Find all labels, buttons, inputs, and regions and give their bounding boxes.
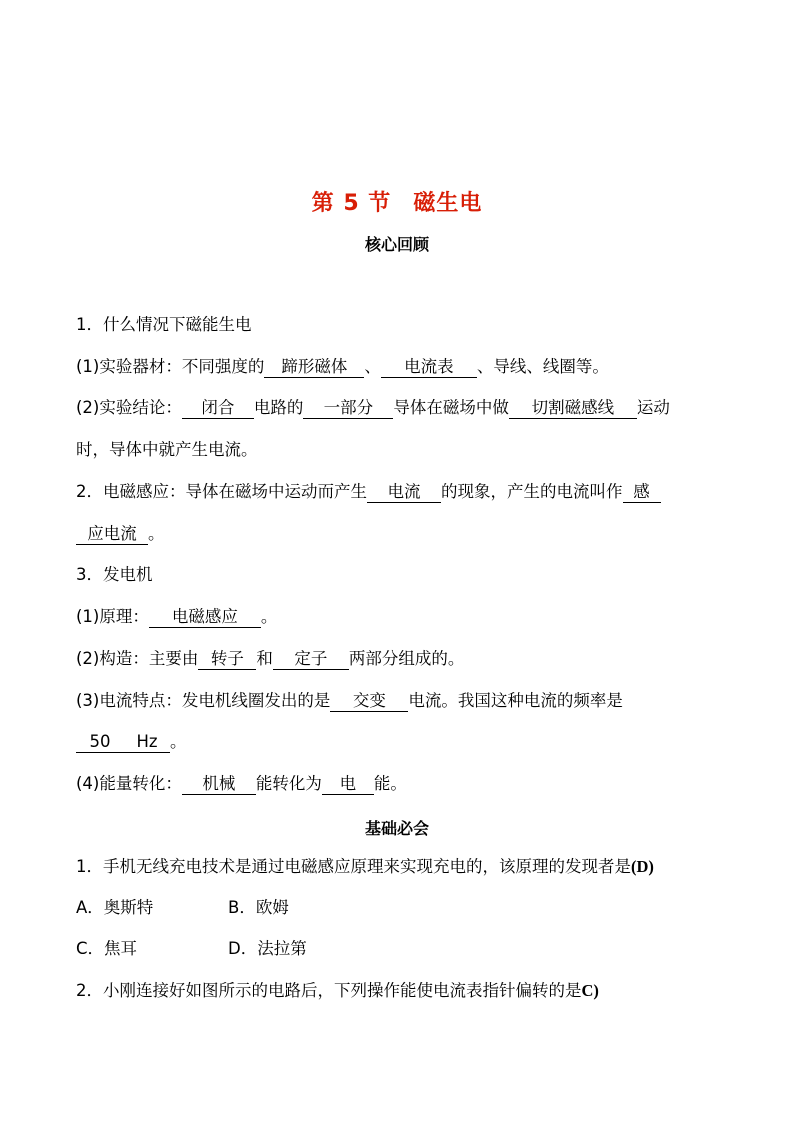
option-c: C．焦耳 (76, 939, 138, 958)
answer-blank: 机械 (182, 774, 256, 795)
review-line-materials: (1)实验器材：不同强度的 蹄形磁体 、 电流表 、导线、线圈等。 (76, 357, 609, 376)
answer-blank: 蹄形磁体 (264, 357, 364, 378)
option-b: B．欧姆 (228, 898, 289, 917)
answer-choice: C) (581, 981, 599, 1000)
answer-blank: 一部分 (303, 398, 393, 419)
answer-blank: 电流表 (381, 357, 477, 378)
answer-blank: 定子 (273, 649, 349, 670)
review-q3: 3．发电机 (76, 565, 153, 584)
answer-blank: 50 (76, 732, 124, 753)
review-heading: 核心回顾 (364, 235, 429, 254)
review-line-structure: (2)构造：主要由 转子 和 定子 两部分组成的。 (76, 649, 465, 668)
review-line-induction: 2．电磁感应：导体在磁场中运动而产生 电流 的现象，产生的电流叫作 感 (76, 481, 721, 503)
answer-blank: 闭合 (182, 398, 254, 419)
review-line-conclusion: (2)实验结论： 闭合 电路的 一部分 导体在磁场中做 切割磁感线 运动 (76, 398, 670, 417)
answer-blank: 切割磁感线 (509, 398, 637, 419)
review-line-current: (3)电流特点：发电机线圈发出的是 交变 电流。我国这种电流的频率是 (76, 691, 623, 710)
review-line-principle: (1)原理： 电磁感应 。 (76, 607, 278, 626)
answer-blank: 交变 (330, 691, 408, 712)
answer-blank: 应电流 (76, 524, 148, 545)
answer-blank: 电 (322, 774, 374, 795)
review-line-frequency: 50 Hz 。 (76, 731, 721, 753)
page-title (0, 186, 794, 217)
answer-blank: 感 (623, 482, 661, 503)
answer-blank: 电磁感应 (149, 607, 261, 628)
review-line-energy: (4)能量转化： 机械 能转化为 电 能。 (76, 774, 407, 793)
review-line-conclusion-cont: 时，导体中就产生电流。 (76, 440, 258, 459)
answer-blank: 转子 (198, 649, 256, 670)
answer-choice: (D) (631, 857, 654, 876)
basics-q1-options-row1 (76, 897, 721, 919)
option-d: D．法拉第 (228, 939, 307, 958)
review-q1: 1．什么情况下磁能生电 (76, 315, 252, 334)
review-line-induction-cont: 应电流 。 (76, 523, 721, 545)
basics-q2: 2．小刚连接好如图所示的电路后，下列操作能使电流表指针偏转的是C) (76, 981, 599, 1000)
basics-q1-options-row2 (76, 938, 721, 960)
answer-blank: 电流 (367, 482, 441, 503)
basics-heading: 基础必会 (364, 819, 429, 838)
option-a: A．奥斯特 (76, 898, 154, 917)
title-topic: 磁生电 (413, 191, 483, 216)
title-section-number: 第 5 节 (311, 191, 392, 216)
answer-blank: Hz (124, 732, 170, 753)
basics-q1: 1．手机无线充电技术是通过电磁感应原理来实现充电的，该原理的发现者是(D) (76, 857, 654, 876)
